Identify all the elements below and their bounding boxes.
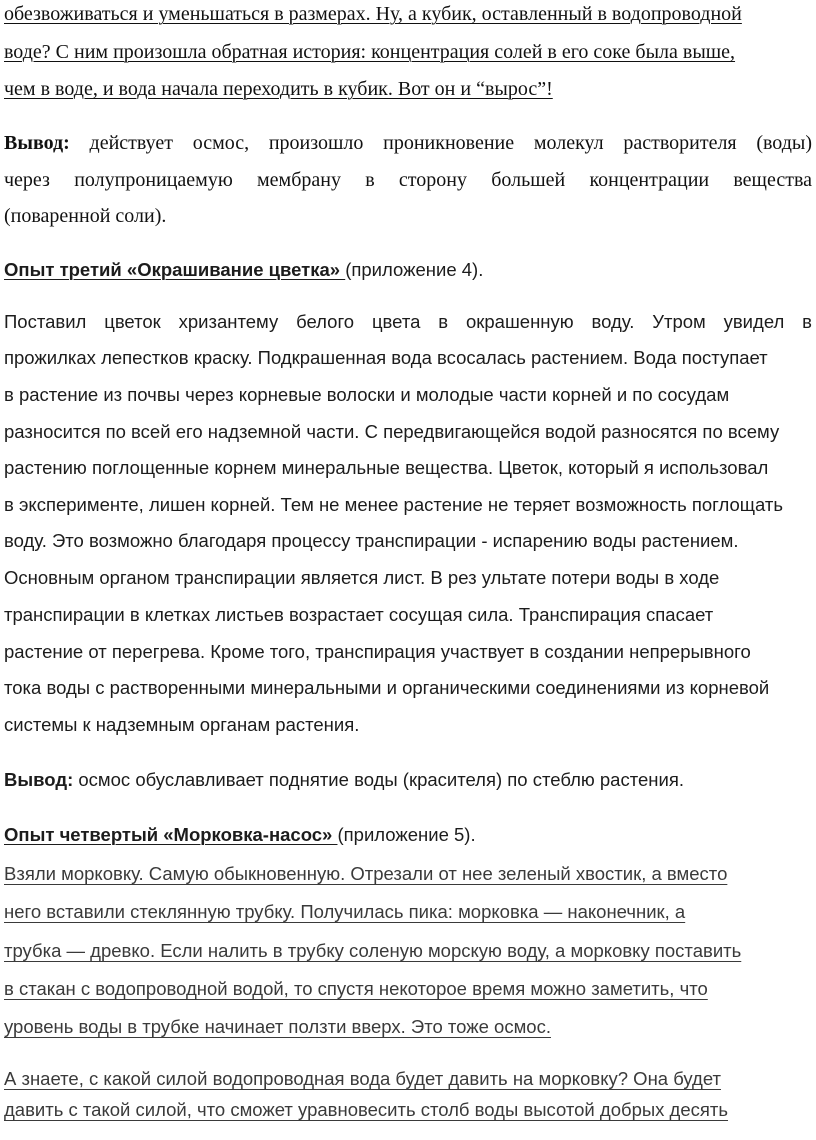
experiment-4-appendix: (приложение 5).	[337, 824, 476, 845]
conclusion-1-line-3: (поваренной соли).	[4, 205, 167, 227]
paragraph-last-line-2: давить с такой силой, что сможет уравновесить столб воды высотой добрых десять	[4, 1099, 729, 1120]
experiment-4-line-4: в стакан с водопроводной водой, то спустя некоторое время можно заметить, что	[4, 978, 708, 999]
experiment-4-line-5: уровень воды в трубке начинает ползти вверх. Это тоже осмос.	[4, 1016, 551, 1037]
conclusion-2-text: осмос обуславливает поднятие воды (красителя) по стеблю растения.	[73, 769, 684, 790]
experiment-4-heading-line	[4, 823, 476, 847]
experiment-3-line-4: разносится по всей его надземной части. С передвигающейся водой разносятся по всему	[4, 421, 780, 442]
experiment-4-line-3: трубка — древко. Если налить в трубку соленую морскую воду, а морковку поставить	[4, 940, 742, 961]
conclusion-1-text: действует осмос, произошло проникновение молекул растворителя (воды)	[69, 132, 812, 154]
experiment-3-heading: Опыт третий «Окрашивание цветка»	[4, 259, 346, 280]
experiment-3-heading-line	[4, 258, 483, 282]
conclusion-1-line-2: через полупроницаемую мембрану в сторону большей концентрации вещества	[4, 169, 812, 191]
experiment-3-line-1: Поставил цветок хризантему белого цвета в окрашенную воду. Утром увидел в	[4, 311, 812, 332]
conclusion-2	[4, 768, 684, 792]
experiment-3-line-6: в эксперименте, лишен корней. Тем не менее растение не теряет возможность поглощать	[4, 494, 784, 515]
experiment-3-line-10: растение от перегрева. Кроме того, транспирация участвует в создании непрерывного	[4, 641, 751, 662]
paragraph-last-line-1: А знаете, с какой силой водопроводная вода будет давить на морковку? Она будет	[4, 1068, 721, 1089]
experiment-4-line-2: него вставили стеклянную трубку. Получилась пика: морковка — наконечник, а	[4, 901, 686, 922]
experiment-3-line-9: транспирации в клетках листьев возрастает сосущая сила. Транспирация спасает	[4, 604, 714, 625]
experiment-4-line-1: Взяли морковку. Самую обыкновенную. Отрезали от нее зеленый хвостик, а вместо	[4, 863, 728, 884]
conclusion-1-line-1	[4, 131, 812, 155]
experiment-3-line-12: системы к надземным органам растения.	[4, 714, 360, 735]
conclusion-2-label: Вывод:	[4, 769, 74, 790]
experiment-3-line-7: воду. Это возможно благодаря процессу транспирации - испарению воды растением.	[4, 530, 739, 551]
experiment-3-line-2: прожилках лепестков краску. Подкрашенная вода всосалась растением. Вода поступает	[4, 347, 768, 368]
experiment-3-line-3: в растение из почвы через корневые волоски и молодые части корней и по сосудам	[4, 384, 730, 405]
experiment-3-line-11: тока воды с растворенными минеральными и органическими соединениями из корневой	[4, 677, 770, 698]
experiment-3-line-5: растению поглощенные корнем минеральные вещества. Цветок, который я использовал	[4, 457, 769, 478]
experiment-3-appendix: (приложение 4).	[345, 259, 484, 280]
experiment-4-heading: Опыт четвертый «Морковка-насос»	[4, 824, 338, 845]
paragraph-1-line-2: воде? С ним произошла обратная история: концентрация солей в его соке была выше,	[4, 41, 736, 63]
paragraph-1-line-1: обезвоживаться и уменьшаться в размерах. Ну, а кубик, оставленный в водопроводной	[4, 3, 742, 25]
paragraph-1-line-3: чем в воде, и вода начала переходить в кубик. Вот он и “вырос”!	[4, 78, 553, 100]
conclusion-1-label: Вывод:	[4, 132, 70, 154]
experiment-3-line-8: Основным органом транспирации является лист. В рез ультате потери воды в ходе	[4, 567, 720, 588]
